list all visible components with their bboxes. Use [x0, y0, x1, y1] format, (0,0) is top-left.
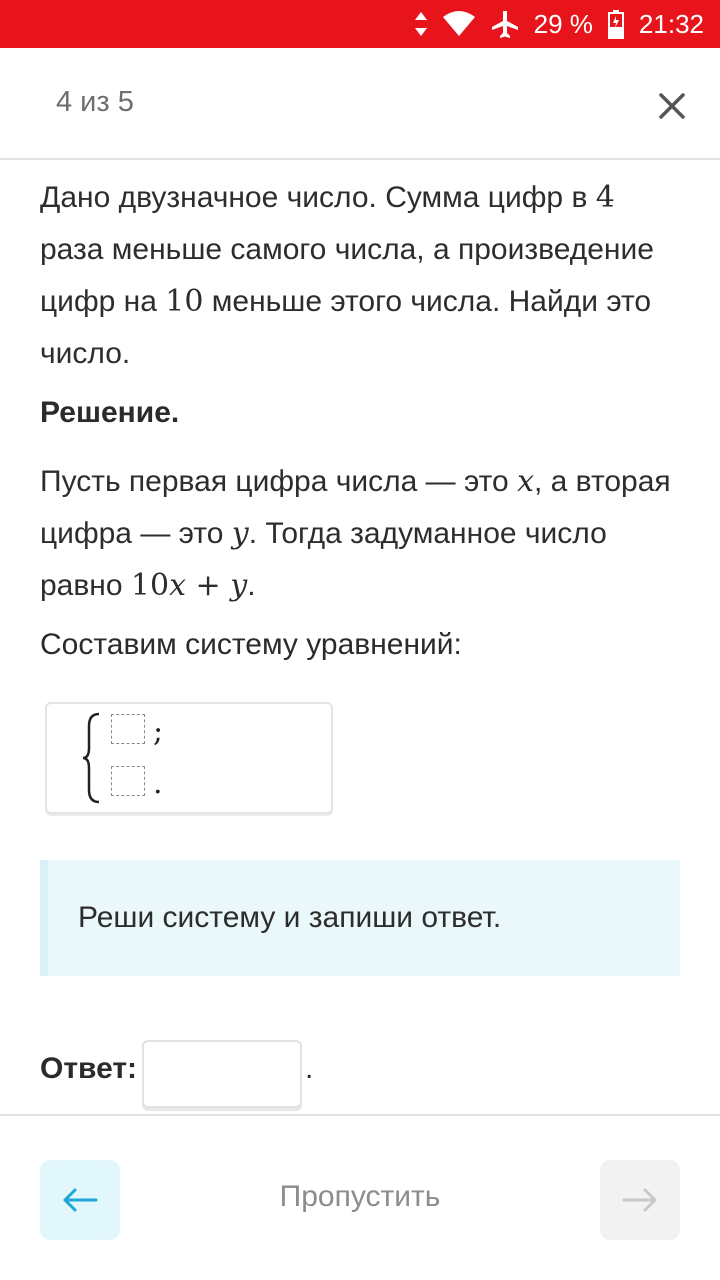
- wifi-icon: [442, 11, 476, 37]
- equation-2-input[interactable]: [111, 766, 145, 796]
- airplane-icon: [490, 9, 520, 39]
- equation-2-period: .: [153, 766, 163, 801]
- brace-icon: [81, 712, 103, 804]
- answer-period: .: [305, 1052, 314, 1085]
- solution-title: Решение.: [40, 396, 180, 429]
- problem-text: Дано двузначное число. Сумма цифр в 4 раза меньше самого числа, а произведение цифр на 10 меньше этого числа. Найди это число.: [40, 180, 654, 370]
- clock: 21:32: [638, 8, 704, 39]
- back-button[interactable]: [40, 1160, 120, 1240]
- equation-system-box: [45, 702, 333, 814]
- equation-1-input[interactable]: [111, 714, 145, 744]
- answer-input[interactable]: [142, 1040, 302, 1108]
- close-icon: [659, 93, 685, 119]
- compose-system-label: Составим систему уравнений:: [40, 628, 462, 661]
- hint-box: [40, 860, 680, 976]
- footer-nav: [0, 1114, 720, 1280]
- answer-label: Ответ:: [40, 1052, 138, 1085]
- battery-percent: 29 %: [533, 8, 593, 39]
- next-button[interactable]: [600, 1160, 680, 1240]
- battery-charging-icon: [607, 9, 625, 39]
- arrow-right-icon: [622, 1188, 658, 1212]
- solution-text: Пусть первая цифра числа — это x, а вторая цифра — это y. Тогда задуманное число равно 10x + y.: [40, 464, 671, 603]
- header: [0, 48, 720, 160]
- data-arrows-icon: [414, 11, 428, 37]
- status-bar: [0, 0, 720, 48]
- close-button[interactable]: [650, 84, 694, 128]
- hint-text: Реши систему и запиши ответ.: [78, 901, 502, 934]
- equation-1-semicolon: ;: [153, 714, 164, 749]
- arrow-left-icon: [62, 1188, 98, 1212]
- skip-button[interactable]: Пропустить: [279, 1180, 441, 1213]
- progress-counter: 4 из 5: [56, 86, 134, 118]
